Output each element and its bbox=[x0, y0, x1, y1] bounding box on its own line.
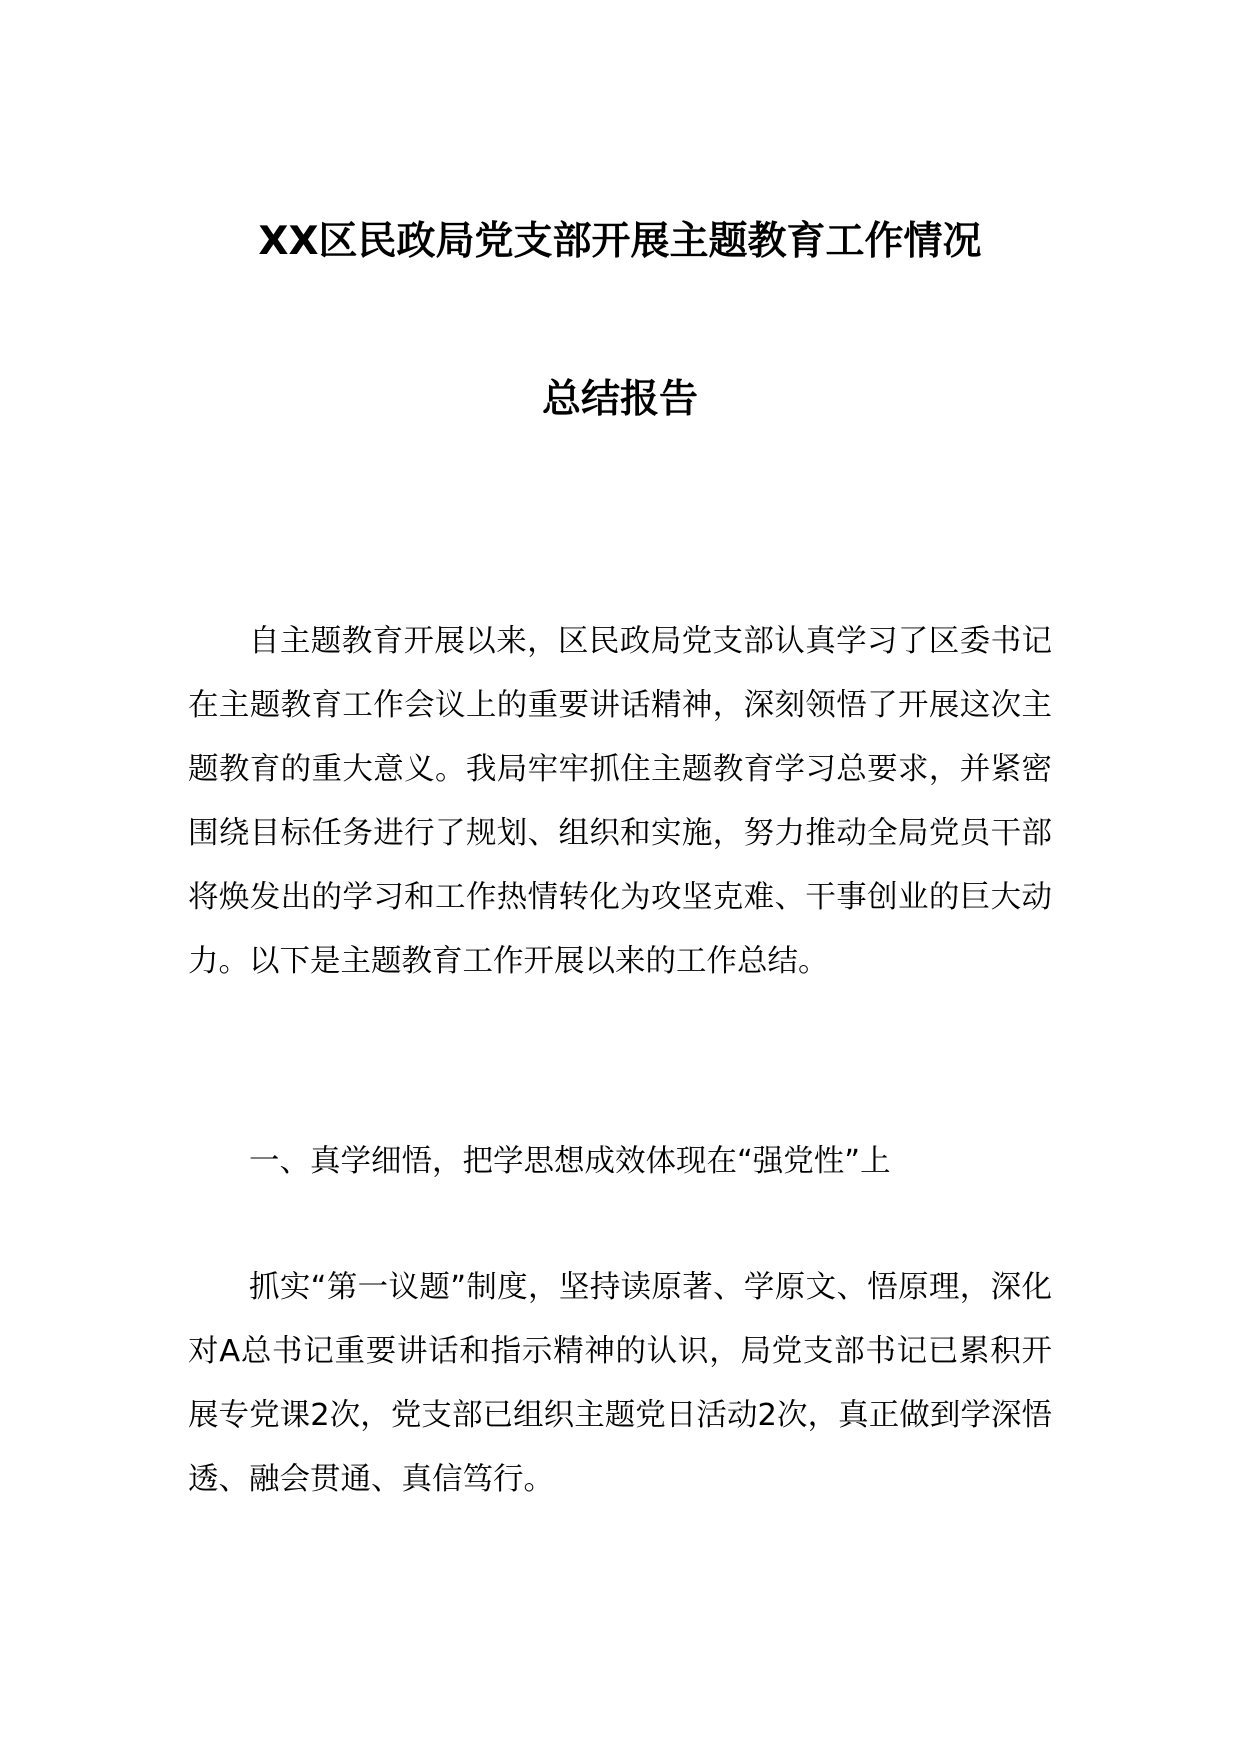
intro-paragraph-block bbox=[188, 610, 1052, 994]
section-1-paragraph: 抓实“第一议题”制度，坚持读原著、学原文、悟原理，深化对A总书记重要讲话和指示精神的认识，局党支部书记已累积开展专党课2次，党支部已组织主题党日活动2次，真正做到学深悟透、融会贯通、真信笃行。 bbox=[188, 1270, 1052, 1497]
document-title-line-1: XX区民政局党支部开展主题教育工作情况 bbox=[258, 219, 982, 264]
section-heading-block bbox=[188, 1130, 1052, 1194]
document-title-line-2: 总结报告 bbox=[541, 377, 698, 422]
section-heading-1: 一、真学细悟，把学思想成效体现在“强党性”上 bbox=[249, 1144, 891, 1179]
section-1-paragraph-block bbox=[188, 1256, 1052, 1512]
intro-paragraph: 自主题教育开展以来，区民政局党支部认真学习了区委书记在主题教育工作会议上的重要讲话精神，深刻领悟了开展这次主题教育的重大意义。我局牢牢抓住主题教育学习总要求，并紧密围绕目标任务进行了规划、组织和实施，努力推动全局党员干部将焕发出的学习和工作热情转化为攻坚克难、干事创业的巨大动力。以下是主题教育工作开展以来的工作总结。 bbox=[188, 624, 1052, 979]
